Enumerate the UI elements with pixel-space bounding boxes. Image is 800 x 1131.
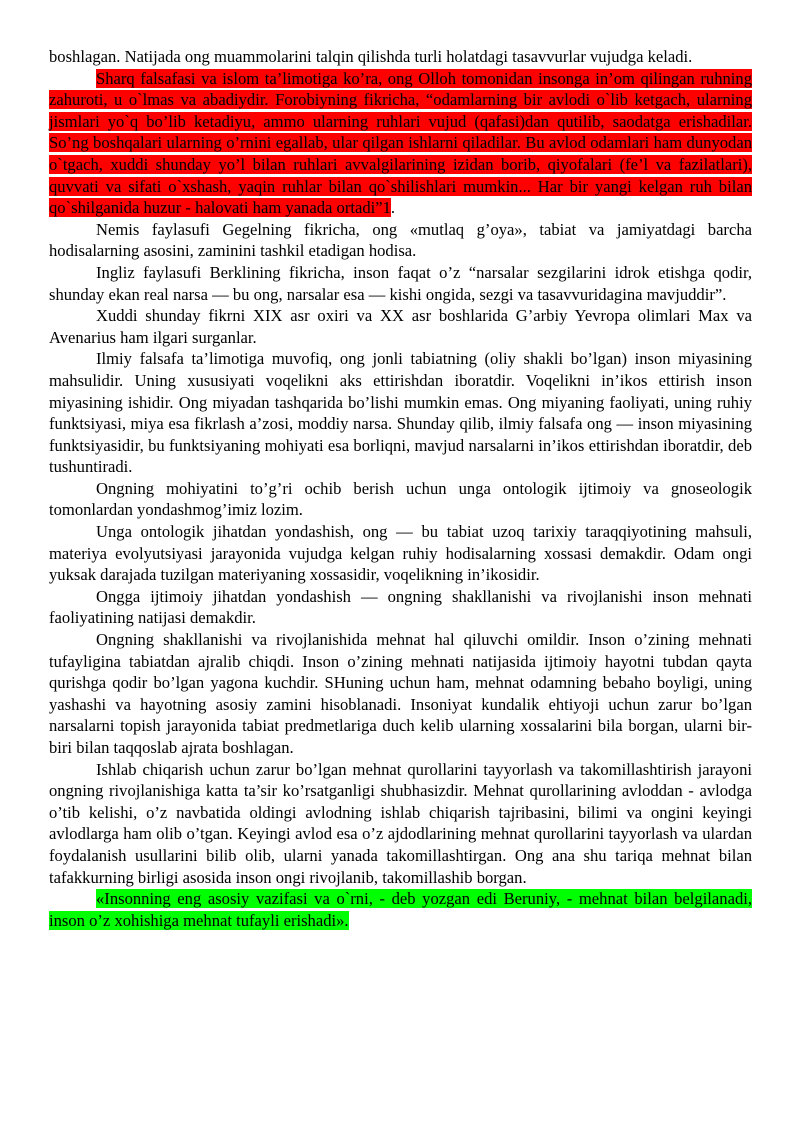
paragraph-berkli: Ingliz faylasufi Berklining fikricha, inson faqat o’z “narsalar sezgilarini idrok etishga qodir, shunday ekan real narsa — bu ong, narsalar esa — kishi ongida, sezgi va tasavvuridagina mavjuddir”. bbox=[49, 262, 752, 304]
paragraph-ilmiy-falsafa: Ilmiy falsafa ta’limotiga muvofiq, ong jonli tabiatning (oliy shakli bo’lgan) inson miyasining mahsulidir. Uning xususiyati voqelikni aks ettirishdan iboratdir. Voqelikni in’ikos ettirish inson miyasining ishidir. Ong miyadan tashqarida bo’lishi mumkin emas. Ong miyaning faoliyati, uning ruhiy funktsiyasi, miya esa fikrlash a’zosi, moddiy narsa. Shunday qilib, ilmiy falsafa ong — inson miyasining funktsiyasidir, bu funktsiyaning mohiyati esa borliqni, mavjud narsalarni in’ikos ettirishdan iboratdir, deb tushuntiradi. bbox=[49, 349, 752, 477]
paragraph-max-avenarius: Xuddi shunday fikrni XIX asr oxiri va XX asr boshlarida G’arbiy Yevropa olimlari Max va Avenarius ham ilgari surganlar. bbox=[49, 306, 752, 347]
paragraph-ijtimoiy: Ongga ijtimoiy jihatdan yondashish — ongning shakllanishi va rivojlanishi inson mehnati faoliyatining natijasi demakdir. bbox=[49, 586, 752, 628]
paragraph-sharq-falsafasi bbox=[49, 68, 752, 219]
paragraph-ontologik: Unga ontologik jihatdan yondashish, ong — bu tabiat uzoq tarixiy taraqqiyotining mahsuli, materiya evolyutsiyasi jarayonida vujudga kelgan ruhiy hodisalarning xossasi demakdir. Odam ongi yuksak darajada tuzilgan materiyaning xossasidir, voqelikning in’ikosidir. bbox=[49, 522, 752, 585]
green-highlighted-text: «Insonning eng asosiy vazifasi va o`rni, - deb yozgan edi Beruniy, - mehnat bilan belgilanadi, inson o’z xohishiga mehnat tufayli erishadi». bbox=[49, 889, 752, 930]
paragraph-beruniy-quote bbox=[49, 888, 752, 931]
paragraph-tail: . bbox=[390, 198, 396, 218]
paragraph-mehnat: Ongning shakllanishi va rivojlanishida mehnat hal qiluvchi omildir. Inson o’zining mehnati tufayligina tabiatdan ajralib chiqdi. Inson o’zining mehnati natijasida ijtimoiy hayotni tubdan qayta qurishga qodir bo’lgan yagona kuchdir. SHuning uchun ham, mehnat odamning bebaho boyligi, uning yashashi va hayotning asosiy zamini hisoblanadi. Insoniyat kundalik ehtiyoji uchun zarur bo’lgan narsalarni topish jarayonida tabiat predmetlariga duch kelib ularning xossalarini bila borgan, ularni bir-biri bilan taqqoslab ajrata boshlagan. bbox=[49, 630, 752, 757]
paragraph-gegel: Nemis faylasufi Gegelning fikricha, ong «mutlaq g’oya», tabiat va jamiyatdagi barcha hodisalarning asosini, zaminini tashkil etadigan hodisa. bbox=[49, 219, 752, 261]
red-highlighted-text: Sharq falsafasi va islom ta’limotiga ko’ra, ong Olloh tomonidan insonga in’om qilingan ruhning zahuroti, u o`lmas va abadiydir. Forobiyning fikricha, “odamlarning bir avlodi o`lib ketgach, ularning jismlari yo`q bo’lib ketadiyu, ammo ularning ruhlari vujud (qafasi)dan qutilib, saodatga erishadilar. So’ng boshqalari ularning o’rnini egallab, ular qilgan ishlarni qiladilar. Bu avlod odamlari ham dunyodan o`tgach, xuddi shunday yo’l bilan ruhlari avvalgilarining izidan borib, qiyofalari (fe’l va fazilatlari), quvvati va sifati o`xshash, yaqin ruhlar bilan qo`shilishlari mumkin... Har bir yangi kelgan ruh bilan qo`shilganida huzur - halovati ham yanada ortadi”1 bbox=[49, 68, 752, 218]
paragraph-mehnat-qurollari: Ishlab chiqarish uchun zarur bo’lgan mehnat qurollarini tayyorlash va takomillashtirish jarayoni ongning rivojlanishiga katta ta’sir ko’rsatganligi shubhasizdir. Mehnat qurollarining avloddan - avlodga o’tib kelishi, o’z navbatida oldingi avlodning ishlab chiqarish tajribasini, bilimi va ongini keyingi avlodlarga ham olib o’tgan. Keyingi avlod esa o’z ajdodlarining mehnat qurollarini tayyorlash va ulardan foydalanish usullarini bilib olib, ularni yanada takomillashtirgan. Ong ana shu tariqa mehnat bilan tafakkurning birligi asosida inson ongi rivojlanib, takomillashib borgan. bbox=[49, 759, 752, 887]
document-page bbox=[49, 46, 752, 931]
paragraph-ong-mohiyati: Ongning mohiyatini to’g’ri ochib berish uchun unga ontologik ijtimoiy va gnoseologik tomonlardan yondashmog’imiz lozim. bbox=[49, 478, 752, 520]
paragraph-continuation: boshlagan. Natijada ong muammolarini talqin qilishda turli holatdagi tasavvurlar vujudga keladi. bbox=[49, 47, 693, 66]
